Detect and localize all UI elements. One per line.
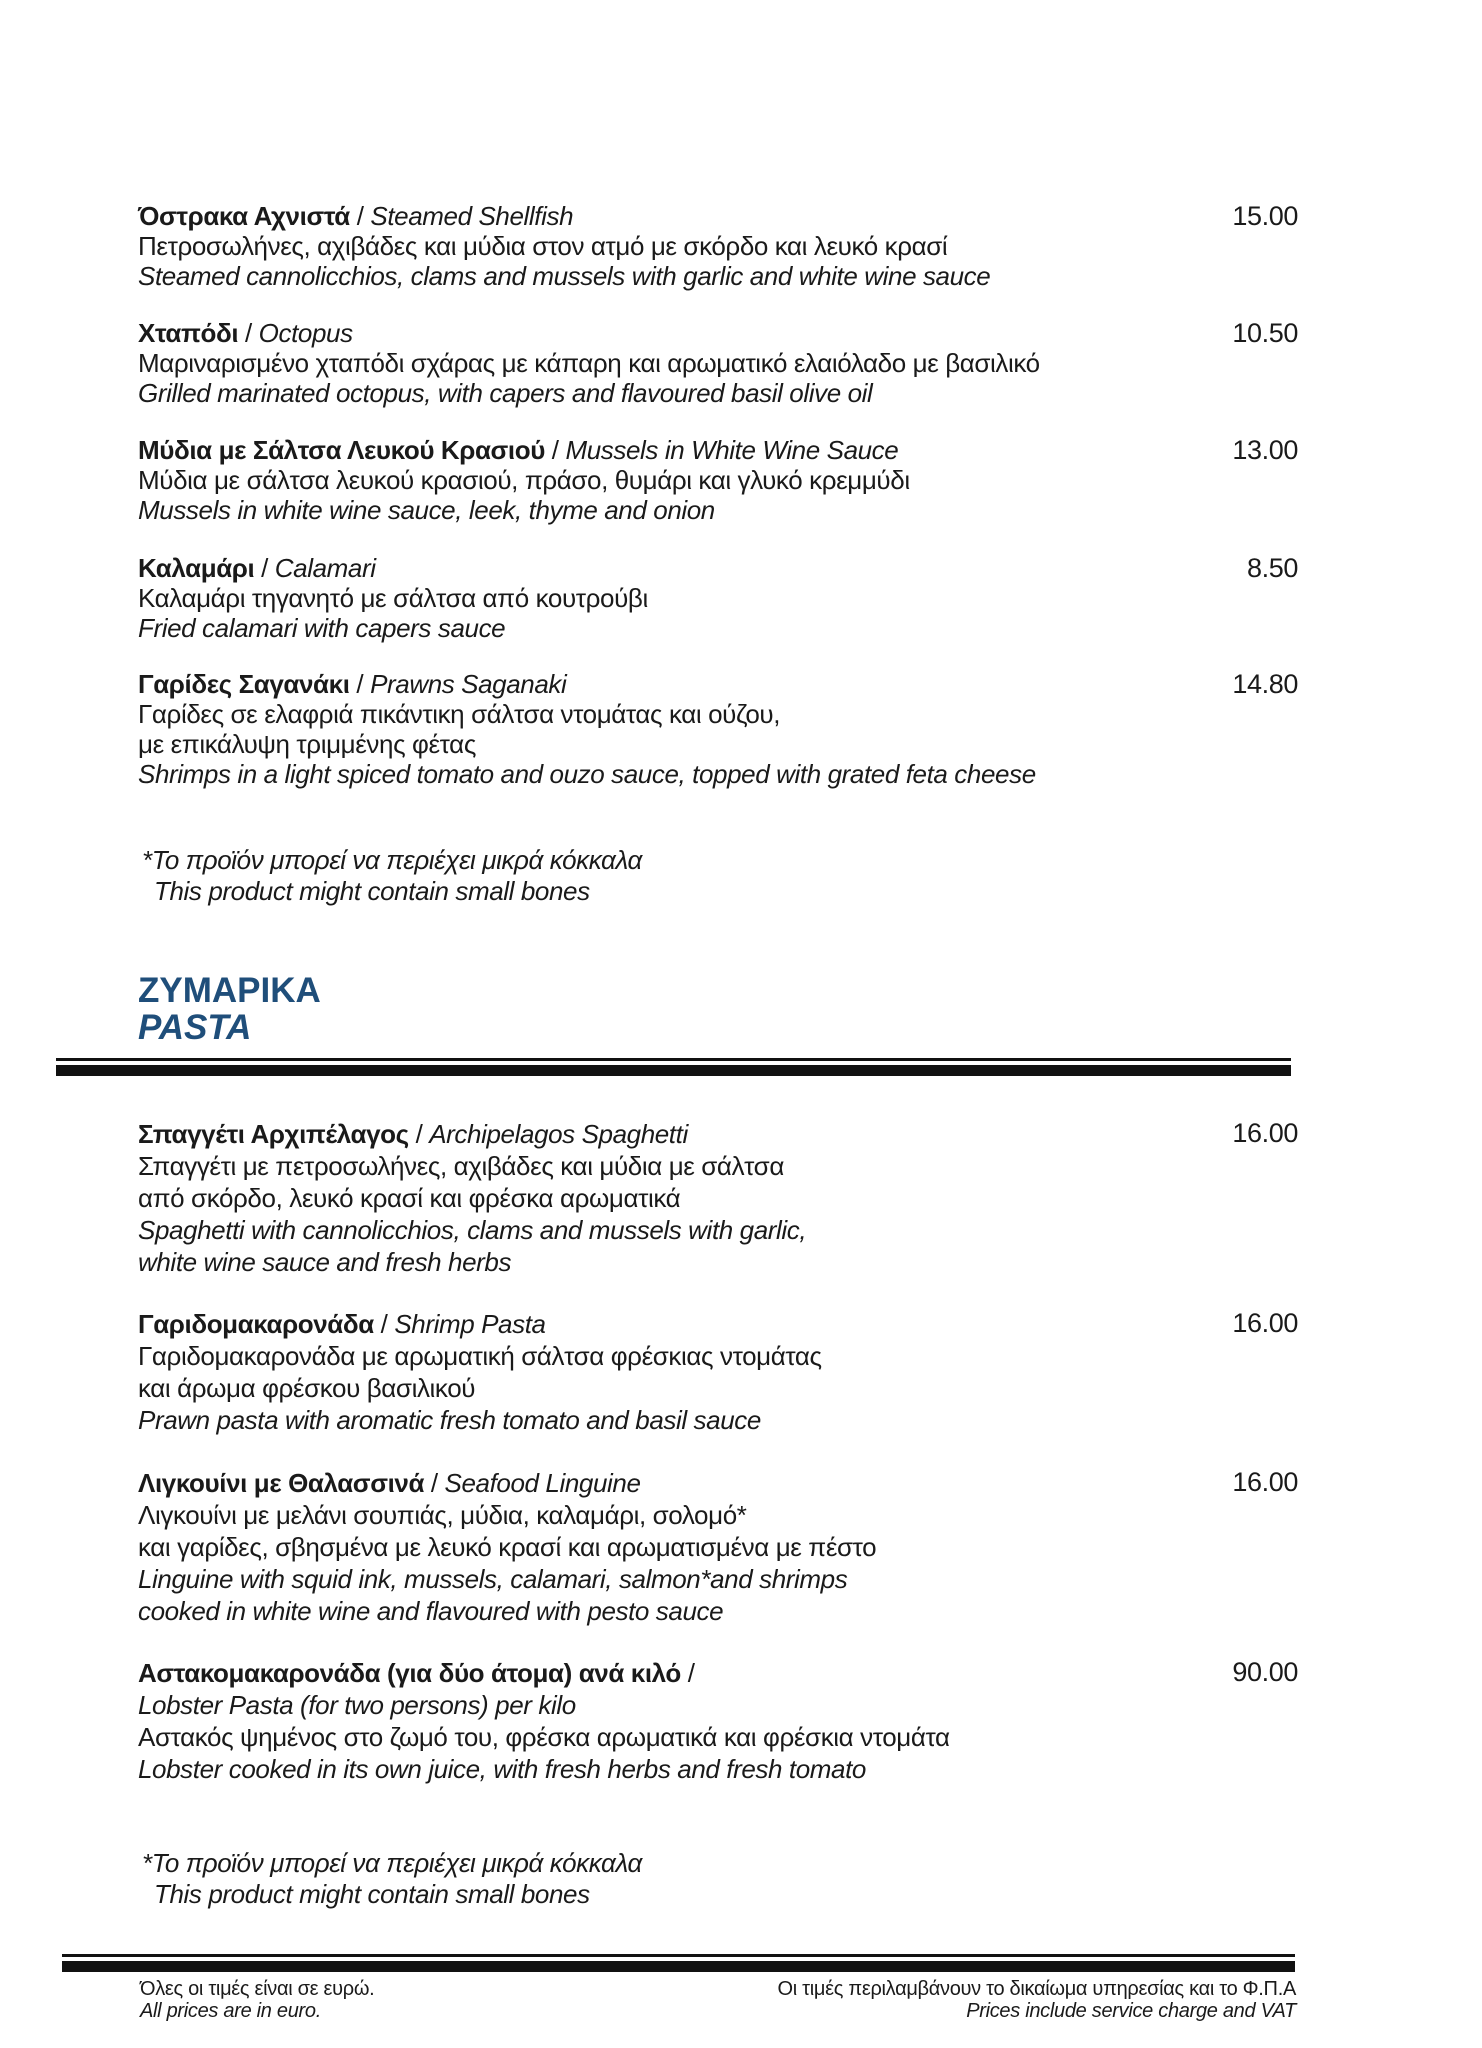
note-gr: *Το προϊόν μπορεί να περιέχει μικρά κόκκαλα xyxy=(142,845,642,875)
item-desc-gr: Μαριναρισμένο χταπόδι σχάρας με κάπαρη και αρωματικό ελαιόλαδο με βασιλικό xyxy=(138,348,1040,378)
item-name-gr: Όστρακα Αχνιστά xyxy=(138,201,350,231)
item-desc-en: white wine sauce and fresh herbs xyxy=(138,1247,512,1277)
item-desc-gr: Γαρίδες σε ελαφριά πικάντικη σάλτσα ντομάτας και ούζου, xyxy=(138,699,781,729)
menu-item-octopus: Χταπόδι / Octopus Μαριναρισμένο χταπόδι σχάρας με κάπαρη και αρωματικό ελαιόλαδο με βασιλικό Grilled marinated octopus, with capers and flavoured basil olive oil 10.50 xyxy=(138,318,1298,408)
item-price: 16.00 xyxy=(1232,1467,1298,1497)
footer-left-gr: Όλες οι τιμές είναι σε ευρώ. xyxy=(140,1978,375,2000)
item-name-gr: Αστακομακαρονάδα (για δύο άτομα) ανά κιλό xyxy=(138,1658,681,1688)
item-price: 15.00 xyxy=(1232,201,1298,231)
footer-right-en: Prices include service charge and VAT xyxy=(966,2000,1296,2022)
menu-item-archipelagos-spaghetti: Σπαγγέτι Αρχιπέλαγος / Archipelagos Spaghetti Σπαγγέτι με πετροσωλήνες, αχιβάδες και μύδια με σάλτσα από σκόρδο, λευκό κρασί και φρέσκα αρωματικά Spaghetti with cannolicchios, clams and mussels with garlic, white wine sauce and fresh herbs 16.00 xyxy=(138,1118,1298,1277)
item-desc-en: Grilled marinated octopus, with capers and flavoured basil olive oil xyxy=(138,378,873,408)
item-price: 16.00 xyxy=(1232,1118,1298,1148)
item-desc-en: Spaghetti with cannolicchios, clams and mussels with garlic, xyxy=(138,1215,807,1245)
heading-en: PASTA xyxy=(138,1008,252,1047)
menu-item-shrimp-pasta: Γαριδομακαρονάδα / Shrimp Pasta Γαριδομακαρονάδα με αρωματική σάλτσα φρέσκιας ντομάτας και άρωμα φρέσκου βασιλικού Prawn pasta with aromatic fresh tomato and basil sauce 16.00 xyxy=(138,1308,1298,1435)
menu-item-seafood-linguine: Λιγκουίνι με Θαλασσινά / Seafood Linguine Λιγκουίνι με μελάνι σουπιάς, μύδια, καλαμάρι, σολομό* και γαρίδες, σβησμένα με λευκό κρασί και αρωματισμένα με πέστο Linguine with squid ink, mussels, calamari, salmon*and shrimps cooked in white wine and flavoured with pesto sauce 16.00 xyxy=(138,1467,1298,1626)
heading-gr: ΖΥΜΑΡΙΚΑ xyxy=(138,971,321,1010)
bones-note xyxy=(142,1848,642,1910)
section-heading-pasta xyxy=(138,972,321,1046)
item-price: 14.80 xyxy=(1232,669,1298,699)
item-price: 8.50 xyxy=(1247,553,1298,583)
item-desc-gr: Λιγκουίνι με μελάνι σουπιάς, μύδια, καλαμάρι, σολομό* xyxy=(138,1500,747,1530)
footer-divider-thick xyxy=(62,1961,1295,1972)
item-name-en: Lobster Pasta (for two persons) per kilo xyxy=(138,1690,576,1720)
note-en: This product might contain small bones xyxy=(154,1879,590,1909)
item-desc-gr: με επικάλυψη τριμμένης φέτας xyxy=(138,729,476,759)
note-gr: *Το προϊόν μπορεί να περιέχει μικρά κόκκαλα xyxy=(142,1848,642,1878)
item-desc-en: Prawn pasta with aromatic fresh tomato and basil sauce xyxy=(138,1405,761,1435)
item-name-gr: Καλαμάρι xyxy=(138,553,255,583)
menu-item-prawns-saganaki: Γαρίδες Σαγανάκι / Prawns Saganaki Γαρίδες σε ελαφριά πικάντικη σάλτσα ντομάτας και ούζου, με επικάλυψη τριμμένης φέτας Shrimps in a light spiced tomato and ouzo sauce, topped with grated feta cheese 14.80 xyxy=(138,669,1298,789)
footer-divider-thin xyxy=(62,1954,1295,1957)
menu-item-steamed-shellfish: Όστρακα Αχνιστά / Steamed Shellfish Πετροσωλήνες, αχιβάδες και μύδια στον ατμό με σκόρδο και λευκό κρασί Steamed cannolicchios, clams and mussels with garlic and white wine sauce 15.00 xyxy=(138,201,1298,291)
item-desc-en: Linguine with squid ink, mussels, calamari, salmon*and shrimps xyxy=(138,1564,848,1594)
item-desc-gr: Γαριδομακαρονάδα με αρωματική σάλτσα φρέσκιας ντομάτας xyxy=(138,1341,822,1371)
item-desc-gr: και γαρίδες, σβησμένα με λευκό κρασί και αρωματισμένα με πέστο xyxy=(138,1532,877,1562)
item-price: 10.50 xyxy=(1232,318,1298,348)
item-name-en: Mussels in White Wine Sauce xyxy=(565,435,899,465)
item-name-en: Archipelagos Spaghetti xyxy=(429,1119,688,1149)
bones-note xyxy=(142,845,642,907)
item-name-gr: Μύδια με Σάλτσα Λευκού Κρασιού xyxy=(138,435,545,465)
footer-currency-note xyxy=(140,1978,374,2022)
item-desc-en: Fried calamari with capers sauce xyxy=(138,613,506,643)
menu-item-mussels: Μύδια με Σάλτσα Λευκού Κρασιού / Mussels in White Wine Sauce Μύδια με σάλτσα λευκού κρασιού, πράσο, θυμάρι και γλυκό κρεμμύδι Mussels in white wine sauce, leek, thyme and onion 13.00 xyxy=(138,435,1298,525)
item-desc-en: cooked in white wine and flavoured with pesto sauce xyxy=(138,1596,724,1626)
item-desc-en: Steamed cannolicchios, clams and mussels with garlic and white wine sauce xyxy=(138,261,991,291)
item-desc-gr: Πετροσωλήνες, αχιβάδες και μύδια στον ατμό με σκόρδο και λευκό κρασί xyxy=(138,231,948,261)
item-desc-gr: και άρωμα φρέσκου βασιλικού xyxy=(138,1373,476,1403)
item-name-gr: Χταπόδι xyxy=(138,318,239,348)
note-en: This product might contain small bones xyxy=(154,876,590,906)
divider-thin xyxy=(56,1058,1291,1061)
item-desc-gr: Καλαμάρι τηγανητό με σάλτσα από κουτρούβι xyxy=(138,583,648,613)
item-name-gr: Λιγκουίνι με Θαλασσινά xyxy=(138,1468,425,1498)
menu-item-calamari: Καλαμάρι / Calamari Καλαμάρι τηγανητό με σάλτσα από κουτρούβι Fried calamari with capers sauce 8.50 xyxy=(138,553,1298,643)
item-name-en: Steamed Shellfish xyxy=(370,201,574,231)
item-desc-gr: Σπαγγέτι με πετροσωλήνες, αχιβάδες και μύδια με σάλτσα xyxy=(138,1151,784,1181)
footer-vat-note xyxy=(778,1978,1297,2022)
item-name-en: Shrimp Pasta xyxy=(394,1309,546,1339)
item-desc-gr: Αστακός ψημένος στο ζωμό του, φρέσκα αρωματικά και φρέσκια ντομάτα xyxy=(138,1722,950,1752)
item-desc-en: Mussels in white wine sauce, leek, thyme and onion xyxy=(138,495,715,525)
item-name-en: Seafood Linguine xyxy=(444,1468,641,1498)
footer-right-gr: Οι τιμές περιλαμβάνουν το δικαίωμα υπηρεσίας και το Φ.Π.Α xyxy=(777,1978,1296,2000)
divider-thick xyxy=(56,1065,1291,1076)
item-desc-en: Shrimps in a light spiced tomato and ouzo sauce, topped with grated feta cheese xyxy=(138,759,1036,789)
item-name-en: Prawns Saganaki xyxy=(370,669,567,699)
item-price: 16.00 xyxy=(1232,1308,1298,1338)
item-name-gr: Σπαγγέτι Αρχιπέλαγος xyxy=(138,1119,409,1149)
menu-item-lobster-pasta: Αστακομακαρονάδα (για δύο άτομα) ανά κιλό / Lobster Pasta (for two persons) per kilo Αστακός ψημένος στο ζωμό του, φρέσκα αρωματικά και φρέσκια ντομάτα Lobster cooked in its own juice, with fresh herbs and fresh tomato 90.00 xyxy=(138,1657,1298,1784)
item-price: 13.00 xyxy=(1232,435,1298,465)
footer-left-en: All prices are in euro. xyxy=(140,2000,321,2022)
item-name-en: Calamari xyxy=(274,553,376,583)
item-desc-gr: Μύδια με σάλτσα λευκού κρασιού, πράσο, θυμάρι και γλυκό κρεμμύδι xyxy=(138,465,910,495)
item-price: 90.00 xyxy=(1232,1657,1298,1687)
item-name-gr: Γαριδομακαρονάδα xyxy=(138,1309,374,1339)
item-desc-en: Lobster cooked in its own juice, with fresh herbs and fresh tomato xyxy=(138,1754,866,1784)
item-desc-gr: από σκόρδο, λευκό κρασί και φρέσκα αρωματικά xyxy=(138,1183,681,1213)
item-name-gr: Γαρίδες Σαγανάκι xyxy=(138,669,350,699)
item-name-en: Octopus xyxy=(258,318,353,348)
